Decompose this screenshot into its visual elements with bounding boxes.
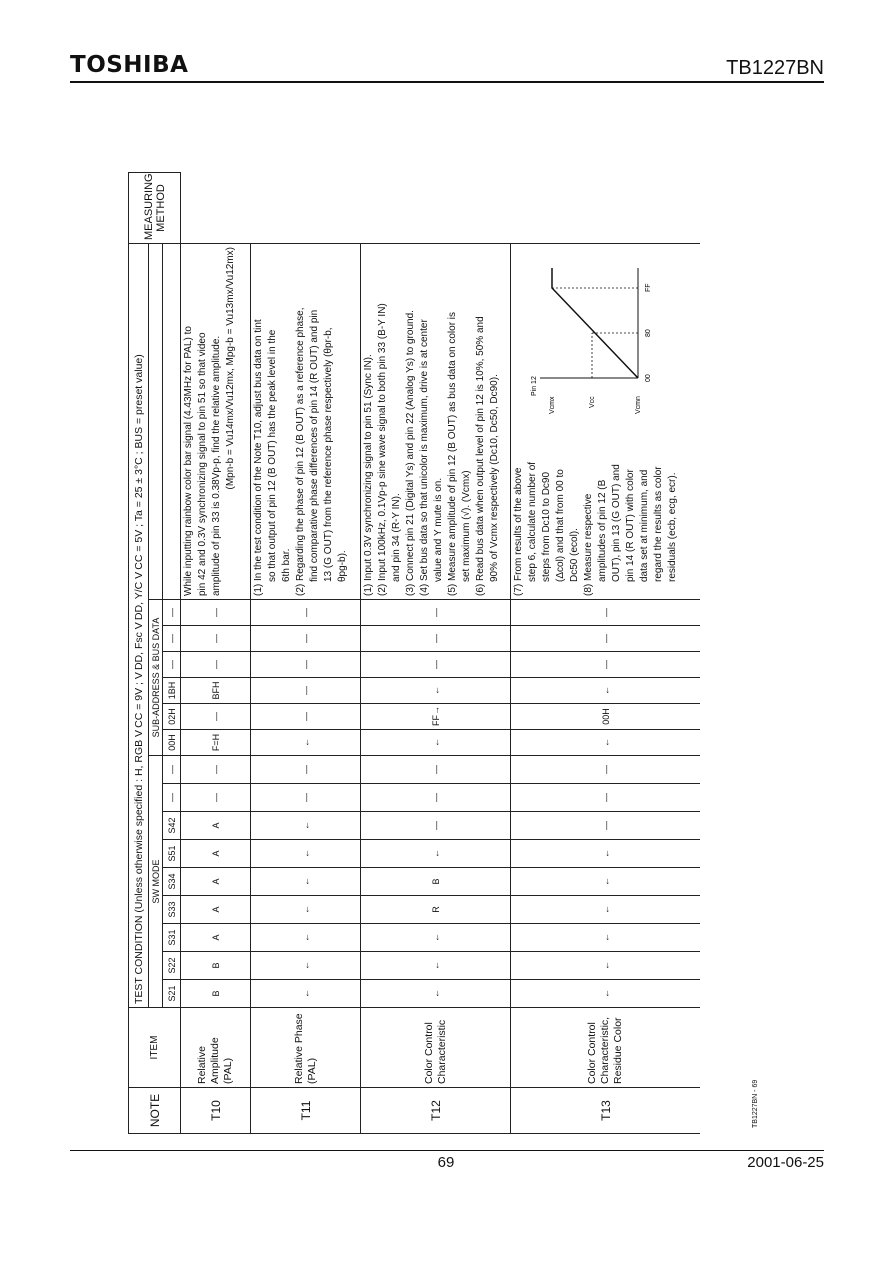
- sw-header: S51: [163, 840, 181, 868]
- sw-header: S21: [163, 980, 181, 1008]
- table-row: [511, 173, 701, 1134]
- sw-header: S31: [163, 924, 181, 952]
- sub-address-header: SUB-ADDRESS & BUS DATA: [149, 600, 163, 756]
- sw-cell: B: [181, 980, 251, 1008]
- method-line: 90% of Vcmx respectively (Dc10, Dc50, Dc90).: [489, 374, 500, 582]
- sw-cell: R: [361, 896, 511, 924]
- sw-header: —: [163, 756, 181, 784]
- note-cell: T11: [251, 1088, 361, 1134]
- method-line: θpg-b).: [337, 550, 348, 582]
- sw-cell: —: [181, 756, 251, 784]
- item-cell: Relative Amplitude (PAL): [181, 1008, 251, 1088]
- bus-header: 00H: [163, 730, 181, 756]
- bus-cell: —: [251, 678, 361, 704]
- sw-cell: ←: [251, 952, 361, 980]
- footer-rule: [70, 1150, 824, 1151]
- sw-cell: ←: [251, 896, 361, 924]
- item-cell: Relative Phase (PAL): [251, 1008, 361, 1088]
- method-line: 6th bar.: [281, 548, 292, 582]
- method-line: OUT), pin 13 (G OUT) and: [611, 464, 622, 582]
- item-cell: Color Control Characteristic: [361, 1008, 511, 1088]
- sw-cell: ←: [251, 812, 361, 840]
- bus-cell: —: [181, 652, 251, 678]
- sw-cell: ←: [511, 896, 701, 924]
- method-line: (2) Regarding the phase of pin 12 (B OUT) as a reference phase,: [295, 307, 306, 596]
- method-line: amplitudes of pin 12 (B: [597, 479, 608, 582]
- sw-cell: ←: [361, 840, 511, 868]
- method-line: regard the results as color: [653, 466, 664, 582]
- sw-cell: ←: [361, 952, 511, 980]
- bus-cell: —: [511, 626, 701, 652]
- method-line: (5) Measure amplitude of pin 12 (B OUT) as bus data on color is: [447, 311, 458, 596]
- note-cell: T13: [511, 1088, 701, 1134]
- col-item-header: ITEM: [129, 1008, 181, 1088]
- graph-y-tick: Vcc: [589, 396, 596, 408]
- bus-cell: ←: [511, 730, 701, 756]
- sw-cell: ←: [361, 980, 511, 1008]
- sw-cell: —: [361, 812, 511, 840]
- sw-header: S33: [163, 896, 181, 924]
- sw-cell: ←: [251, 980, 361, 1008]
- method-line: amplitude of pin 33 is 0.38Vp-p, find the relative amplitude.: [211, 335, 222, 596]
- document-date: 2001-06-25: [747, 1154, 824, 1171]
- bus-cell: ←: [361, 730, 511, 756]
- graph-x-tick: 00: [645, 374, 652, 382]
- method-line: set maximum (√). (Vcmx): [461, 470, 472, 582]
- table-row: [361, 173, 511, 1134]
- method-line: (1) In the test condition of the Note T10, adjust bus data on tint: [253, 319, 264, 596]
- graph-y-tick: Vcmx: [549, 396, 556, 414]
- sw-cell: ←: [511, 980, 701, 1008]
- method-line: (6) Read bus data when output level of pin 12 is 10%, 50% and: [475, 316, 486, 596]
- sw-cell: ←: [511, 840, 701, 868]
- method-line: (2) Input 100kHz, 0.1Vp-p sine wave signal to both pin 33 (B-Y IN): [377, 303, 388, 596]
- method-line: (3) Connect pin 21 (Digital Ys) and pin 22 (Analog Ys) to ground.: [405, 310, 416, 596]
- page-number: 69: [437, 1154, 455, 1171]
- bus-cell: —: [361, 600, 511, 626]
- sw-cell: ←: [511, 952, 701, 980]
- method-cell: [251, 244, 361, 600]
- method-line: so that output of pin 12 (B OUT) has the peak level in the: [267, 329, 278, 582]
- method-line: While inputting rainbow color bar signal (4.43MHz for PAL) to: [183, 326, 194, 596]
- sw-cell: A: [181, 840, 251, 868]
- bus-cell: —: [361, 652, 511, 678]
- sw-cell: B: [361, 868, 511, 896]
- sw-cell: ←: [511, 924, 701, 952]
- graph-curve: [552, 268, 638, 378]
- method-line: steps from Dc10 to Dc90: [541, 471, 552, 582]
- method-line: 13 (G OUT) from the reference phase respectively (θpr-b,: [323, 327, 334, 582]
- bus-cell: —: [181, 600, 251, 626]
- measuring-method-header: MEASURING METHOD: [129, 173, 181, 244]
- test-condition-header: TEST CONDITION (Unless otherwise specified : H, RGB V CC = 9V ; V DD, Fsc V DD, Y/C V CC = 5V ; Ta = 25 ± 3°C ; BUS = preset value): [129, 244, 149, 1008]
- spec-table: [128, 172, 700, 1134]
- graph-y-label: Pin 12: [531, 376, 538, 396]
- bus-header: 1BH: [163, 678, 181, 704]
- method-line: find comparative phase differences of pin 14 (R OUT) and pin: [309, 309, 320, 582]
- bus-cell: —: [251, 652, 361, 678]
- method-line: step 6, calculate number of: [527, 461, 538, 582]
- note-cell: T10: [181, 1088, 251, 1134]
- bus-header: 02H: [163, 704, 181, 730]
- method-line: pin 42 and 0.3V synchronizing signal to pin 51 so that video: [197, 332, 208, 596]
- method-line: (7) From results of the above: [513, 467, 524, 596]
- brand-logo: TOSHIBA: [70, 52, 189, 78]
- sw-cell: A: [181, 812, 251, 840]
- bus-cell: —: [361, 626, 511, 652]
- graph-y-tick: Vcmn: [635, 396, 642, 414]
- sw-header: S34: [163, 868, 181, 896]
- bus-cell: ←: [361, 678, 511, 704]
- graph-x-tick: FF: [645, 283, 652, 292]
- method-line: value and Y mute is on.: [433, 477, 444, 582]
- bus-cell: F=H: [181, 730, 251, 756]
- table-row: [251, 173, 361, 1134]
- bus-header: —: [163, 626, 181, 652]
- method-line: pin 14 (R OUT) with color: [625, 469, 636, 582]
- sw-cell: ←: [361, 924, 511, 952]
- sw-header: —: [163, 784, 181, 812]
- header-rule: [70, 81, 824, 83]
- spec-table-container: [128, 172, 700, 1134]
- method-line: residuals (ecb, ecg, ecr).: [667, 472, 678, 582]
- bus-header: —: [163, 652, 181, 678]
- sw-cell: —: [181, 784, 251, 812]
- method-line: (4) Set bus data so that unicolor is maximum, drive is at center: [419, 319, 430, 596]
- bus-cell: —: [511, 600, 701, 626]
- method-line: (1) Input 0.3V synchronizing signal to pin 51 (Sync IN).: [363, 354, 374, 596]
- sw-cell: ←: [511, 868, 701, 896]
- method-cell: [511, 244, 701, 600]
- col-note-header: NOTE: [129, 1088, 181, 1134]
- table-row: [181, 173, 251, 1134]
- sw-cell: ←: [251, 840, 361, 868]
- sw-mode-header: SW MODE: [149, 756, 163, 1008]
- sw-cell: —: [251, 756, 361, 784]
- sw-cell: —: [361, 756, 511, 784]
- rotated-table: [128, 172, 700, 1134]
- bus-cell: BFH: [181, 678, 251, 704]
- method-line: data set at minimum, and: [639, 469, 650, 582]
- part-number: TB1227BN: [726, 57, 824, 79]
- sw-header: S42: [163, 812, 181, 840]
- method-line: (Δcol) and that from 00 to: [555, 469, 566, 582]
- note-cell: T12: [361, 1088, 511, 1134]
- bus-cell: —: [511, 652, 701, 678]
- item-cell: Color Control Characteristic, Residue Color: [511, 1008, 701, 1088]
- sw-cell: B: [181, 952, 251, 980]
- bus-cell: —: [251, 600, 361, 626]
- sw-cell: ←: [251, 924, 361, 952]
- bus-header: —: [163, 600, 181, 626]
- bus-cell: ←: [511, 678, 701, 704]
- sw-cell: —: [511, 756, 701, 784]
- bus-cell: —: [181, 626, 251, 652]
- color-control-graph: [518, 248, 668, 418]
- sw-cell: —: [511, 812, 701, 840]
- method-cell: [181, 244, 251, 600]
- side-tag: TB1227BN - 69: [752, 1079, 759, 1128]
- sw-cell: A: [181, 924, 251, 952]
- bus-cell: —: [251, 704, 361, 730]
- method-cell: [361, 244, 511, 600]
- bus-cell: —: [181, 704, 251, 730]
- sw-cell: —: [361, 784, 511, 812]
- sw-cell: —: [511, 784, 701, 812]
- sw-cell: ←: [251, 868, 361, 896]
- sw-cell: A: [181, 868, 251, 896]
- bus-cell: FF→: [361, 704, 511, 730]
- blank-cell: [149, 244, 163, 600]
- sw-cell: —: [251, 784, 361, 812]
- sw-header: S22: [163, 952, 181, 980]
- bus-cell: —: [251, 626, 361, 652]
- graph-x-tick: 80: [645, 329, 652, 337]
- bus-cell: 00H: [511, 704, 701, 730]
- method-line: (Mpn-b = Vu14mx/Vu12mx, Mpg-b = Vu13mx/Vu12mx): [225, 247, 236, 490]
- bus-cell: ←: [251, 730, 361, 756]
- method-line: (8) Measure respective: [583, 493, 594, 596]
- sw-cell: A: [181, 896, 251, 924]
- method-line: Dc50 (ecol).: [569, 528, 580, 582]
- method-line: and pin 34 (R-Y IN).: [391, 493, 402, 582]
